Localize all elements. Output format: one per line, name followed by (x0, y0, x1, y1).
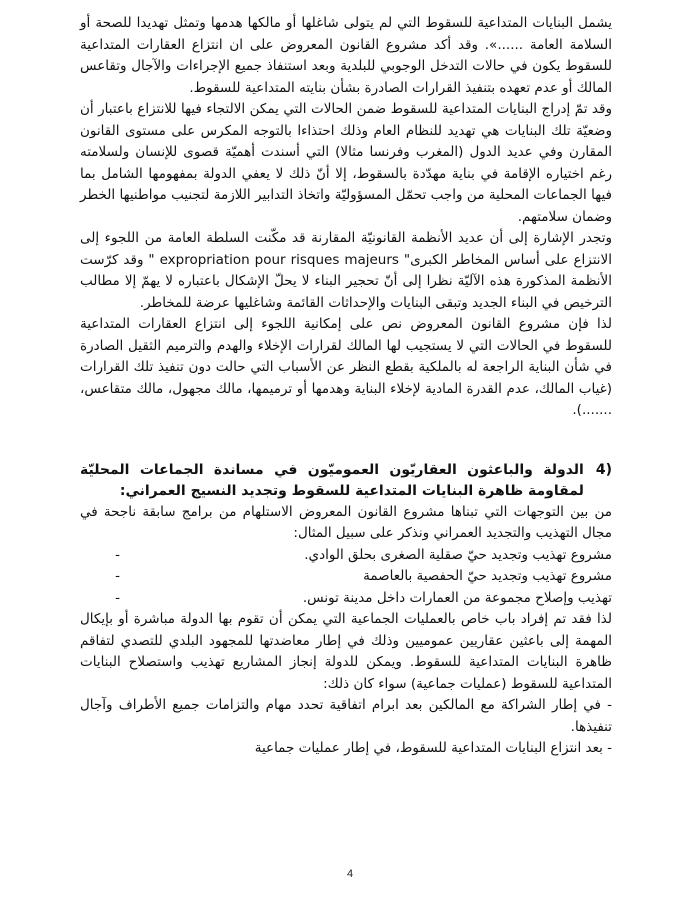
paragraph: لذا فإن مشروع القانون المعروض نص على إمكانية اللجوء إلى انتزاع العقارات المتداعية للسقوط في الحالات التي لا يستجيب لها المالك لقرارات الإخلاء والهدم والترميم الثقيل الصادرة في شأن البناية الراجعة له بالملكية بقطع النظر عن الأسباب التي حالت دون تنفيذ تلك القرارات (غياب المالك، عدم القدرة المادية لإخلاء البناية وهدمها أو ترميمها، مالك مجهول، مالك متقاعس، .......). (80, 316, 612, 418)
paragraph: وتجدر الإشارة إلى أن عديد الأنظمة القانونيّة المقارنة قد مكّنت السلطة العامة من اللجوء إلى الانتزاع على أساس المخاطر الكبرى" expropriation pour risques majeurs " وقد كرّست الأنظمة المذكورة هذه الآليّة نظرا إلى أنّ تحجير البناء لا يحلّ الإشكال باعتباره لا يهمّ إلا مطالب الترخيص في البناء الجديد وتبقى البنايات والإحداثات القائمة وشاغليها عرضة للمخاطر. (80, 230, 613, 311)
page-content (80, 13, 612, 760)
paragraph: لذا فقد تم إفراد باب خاص بالعمليات الجماعية التي يمكن أن تقوم بها الدولة مباشرة أو بإيكال المهمة إلى باعثين عقاريين عموميين وذلك في إطار معاضدتها للمجهود البلدي للتصدي لتفاقم ظاهرة البنايات المتداعية للسقوط. ويمكن للدولة إنجاز المشاريع تهذيب واستصلاح البنايات المتداعية للسقوط (عمليات جماعية) سواء كان ذلك: (80, 611, 612, 692)
bullet-marker: - (115, 568, 120, 584)
section-number: 4) (595, 461, 612, 478)
bullet-marker: - (115, 589, 120, 606)
list-item (80, 545, 612, 567)
section-heading (80, 460, 612, 502)
list-item-text: تهذيب وإصلاح مجموعة من العمارات داخل مدينة تونس. (302, 589, 612, 606)
paragraph: - في إطار الشراكة مع المالكين بعد ابرام اتفاقية تحدد مهام والتزامات جميع الأطراف وآجال تنفيذها. (80, 697, 612, 735)
list-item-text: مشروع تهذيب وتجديد حيّ صقلية الصغرى بحلق الوادي. (304, 546, 612, 563)
bullet-marker: - (115, 546, 120, 563)
paragraph: وقد تمّ إدراج البنايات المتداعية للسقوط ضمن الحالات التي يمكن الالتجاء فيها للانتزاع باعتبار أن وضعيّة تلك البنايات هي تهديد للنظام العام وذلك احتذاءا بالتوجه المكرس على مستوى القانون المقارن وفي عديد الدول (المغرب وفرنسا مثالا) التي أسندت أهميّة قصوى للإنسان ولسلامته رغم اختياره الإقامة في بناية مهدّدة بالسقوط، إلا أنّ ذلك لا يعفي الدولة بمفهومها الشامل بما فيها الجماعات المحلية من واجب تحمّل المسؤوليّة واتخاذ التدابير اللازمة لتجنيب مواطنيها الخطر وضمان سلامتهم. (80, 101, 612, 225)
page-number: 4 (346, 868, 354, 880)
list-item-text: مشروع تهذيب وتجديد حيّ الحفصية بالعاصمة (363, 568, 612, 584)
intro-paragraph: من بين التوجهات التي تبناها مشروع القانون المعروض الاستلهام من برامج سابقة ناجحة في مجال التهذيب والتجديد العمراني ونذكر على سبيل المثال: (80, 503, 612, 541)
list-item (80, 588, 612, 610)
paragraph: - بعد انتزاع البنايات المتداعية للسقوط، في إطار عمليات جماعية (254, 740, 612, 756)
list-item (80, 566, 612, 588)
paragraph: يشمل البنايات المتداعية للسقوط التي لم يتولى شاغلها أو مالكها هدمها وتمثل تهديدا للصحة أو السلامة العامة ......». وقد أكد مشروع القانون المعروض على ان انتزاع العقارات المتداعية للسقوط يكون في حالات التدخل الوجوبي للبلدية وبعد استنفاذ جميع الإجراءات والآجال وتقاعس المالك أو عدم تعهده بتنفيذ القرارات الصادرة بشأن بنايته المتداعية للسقوط. (80, 15, 612, 96)
bullet-list (80, 545, 612, 610)
section-title: الدولة والباعثون العقاريّون العموميّون في مساندة الجماعات المحليّة لمقاومة ظاهرة البنايات المتداعية للسقوط وتجديد النسيج العمراني: (80, 461, 584, 499)
